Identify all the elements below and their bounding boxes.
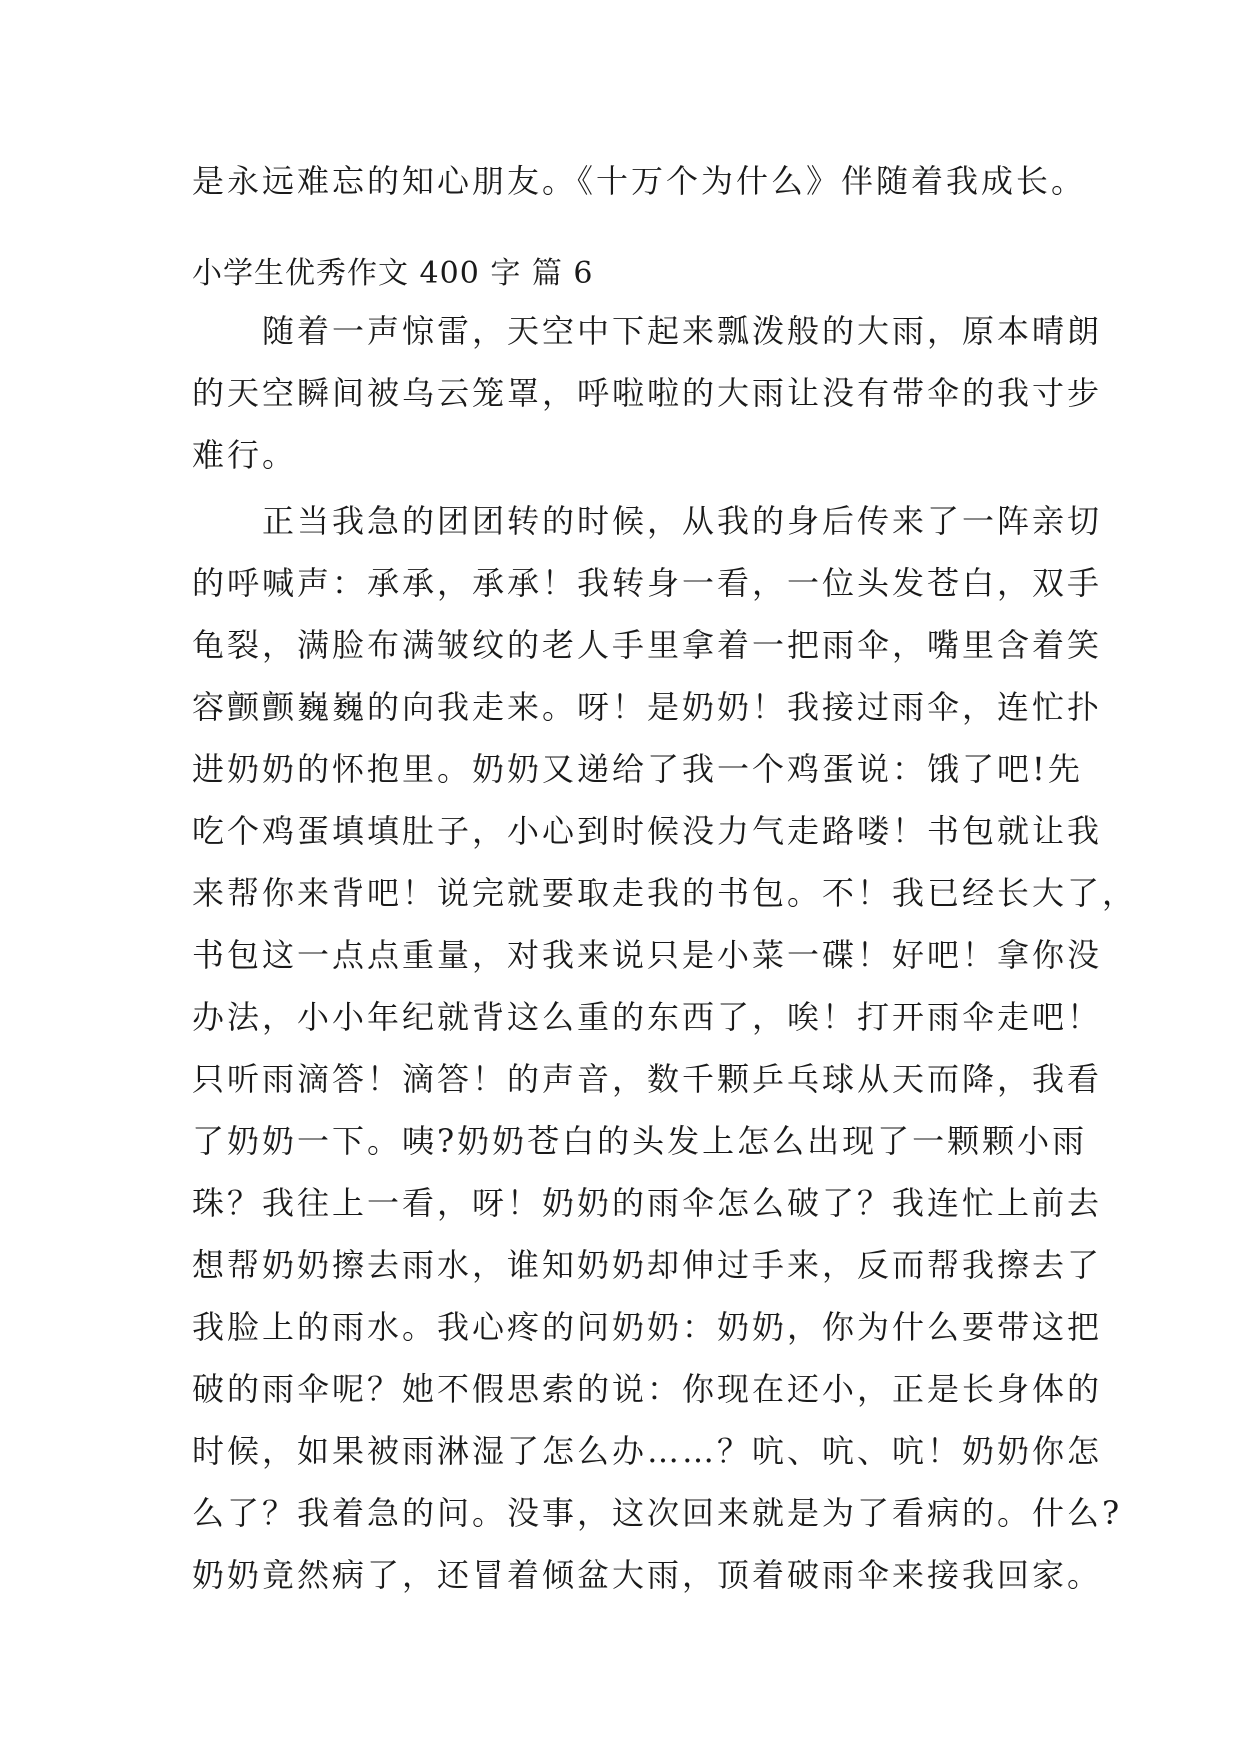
text-line: 随着一声惊雷，天空中下起来瓢泼般的大雨，原本晴朗 <box>192 312 1103 350</box>
text-line: 难行。 <box>192 436 298 474</box>
text-line: 破的雨伞呢？她不假思索的说：你现在还小，正是长身体的 <box>192 1370 1103 1408</box>
text-line: 容颤颤巍巍的向我走来。呀！是奶奶！我接过雨伞，连忙扑 <box>192 688 1103 726</box>
text-line: 了奶奶一下。咦?奶奶苍白的头发上怎么出现了一颗颗小雨 <box>192 1122 1088 1160</box>
text-line: 时候，如果被雨淋湿了怎么办……？吭、吭、吭！奶奶你怎 <box>192 1432 1103 1470</box>
text-line: 奶奶竟然病了，还冒着倾盆大雨，顶着破雨伞来接我回家。 <box>192 1556 1103 1594</box>
paragraph-1 <box>192 300 1103 486</box>
text-line: 的天空瞬间被乌云笼罩，呼啦啦的大雨让没有带伞的我寸步 <box>192 374 1103 412</box>
text-line: 珠？我往上一看，呀！奶奶的雨伞怎么破了？我连忙上前去 <box>192 1184 1103 1222</box>
text-line: 吃个鸡蛋填填肚子，小心到时候没力气走路喽！书包就让我 <box>192 812 1103 850</box>
text-line: 书包这一点点重量，对我来说只是小菜一碟！好吧！拿你没 <box>192 936 1103 974</box>
paragraph-2 <box>192 490 1138 1606</box>
text-line: 的呼喊声：承承，承承！我转身一看，一位头发苍白，双手 <box>192 564 1103 602</box>
text-line: 龟裂，满脸布满皱纹的老人手里拿着一把雨伞，嘴里含着笑 <box>192 626 1103 664</box>
text-line: 进奶奶的怀抱里。奶奶又递给了我一个鸡蛋说：饿了吧!先 <box>192 750 1083 788</box>
section-heading: 小学生优秀作文 400 字 篇 6 <box>192 256 594 291</box>
text-line: 么了？我着急的问。没事，这次回来就是为了看病的。什么? <box>192 1494 1123 1532</box>
text-line: 正当我急的团团转的时候，从我的身后传来了一阵亲切 <box>192 502 1103 540</box>
text-line: 想帮奶奶擦去雨水，谁知奶奶却伸过手来，反而帮我擦去了 <box>192 1246 1103 1284</box>
text-line: 来帮你来背吧！说完就要取走我的书包。不！我已经长大了， <box>192 874 1138 912</box>
text-line: 只听雨滴答！滴答！的声音，数千颗乒乓球从天而降，我看 <box>192 1060 1103 1098</box>
continuation-text <box>192 150 1087 212</box>
text-line: 我脸上的雨水。我心疼的问奶奶：奶奶，你为什么要带这把 <box>192 1308 1103 1346</box>
text-line: 办法，小小年纪就背这么重的东西了，唉！打开雨伞走吧！ <box>192 998 1103 1036</box>
text-line: 是永远难忘的知心朋友。《十万个为什么》伴随着我成长。 <box>192 162 1087 200</box>
